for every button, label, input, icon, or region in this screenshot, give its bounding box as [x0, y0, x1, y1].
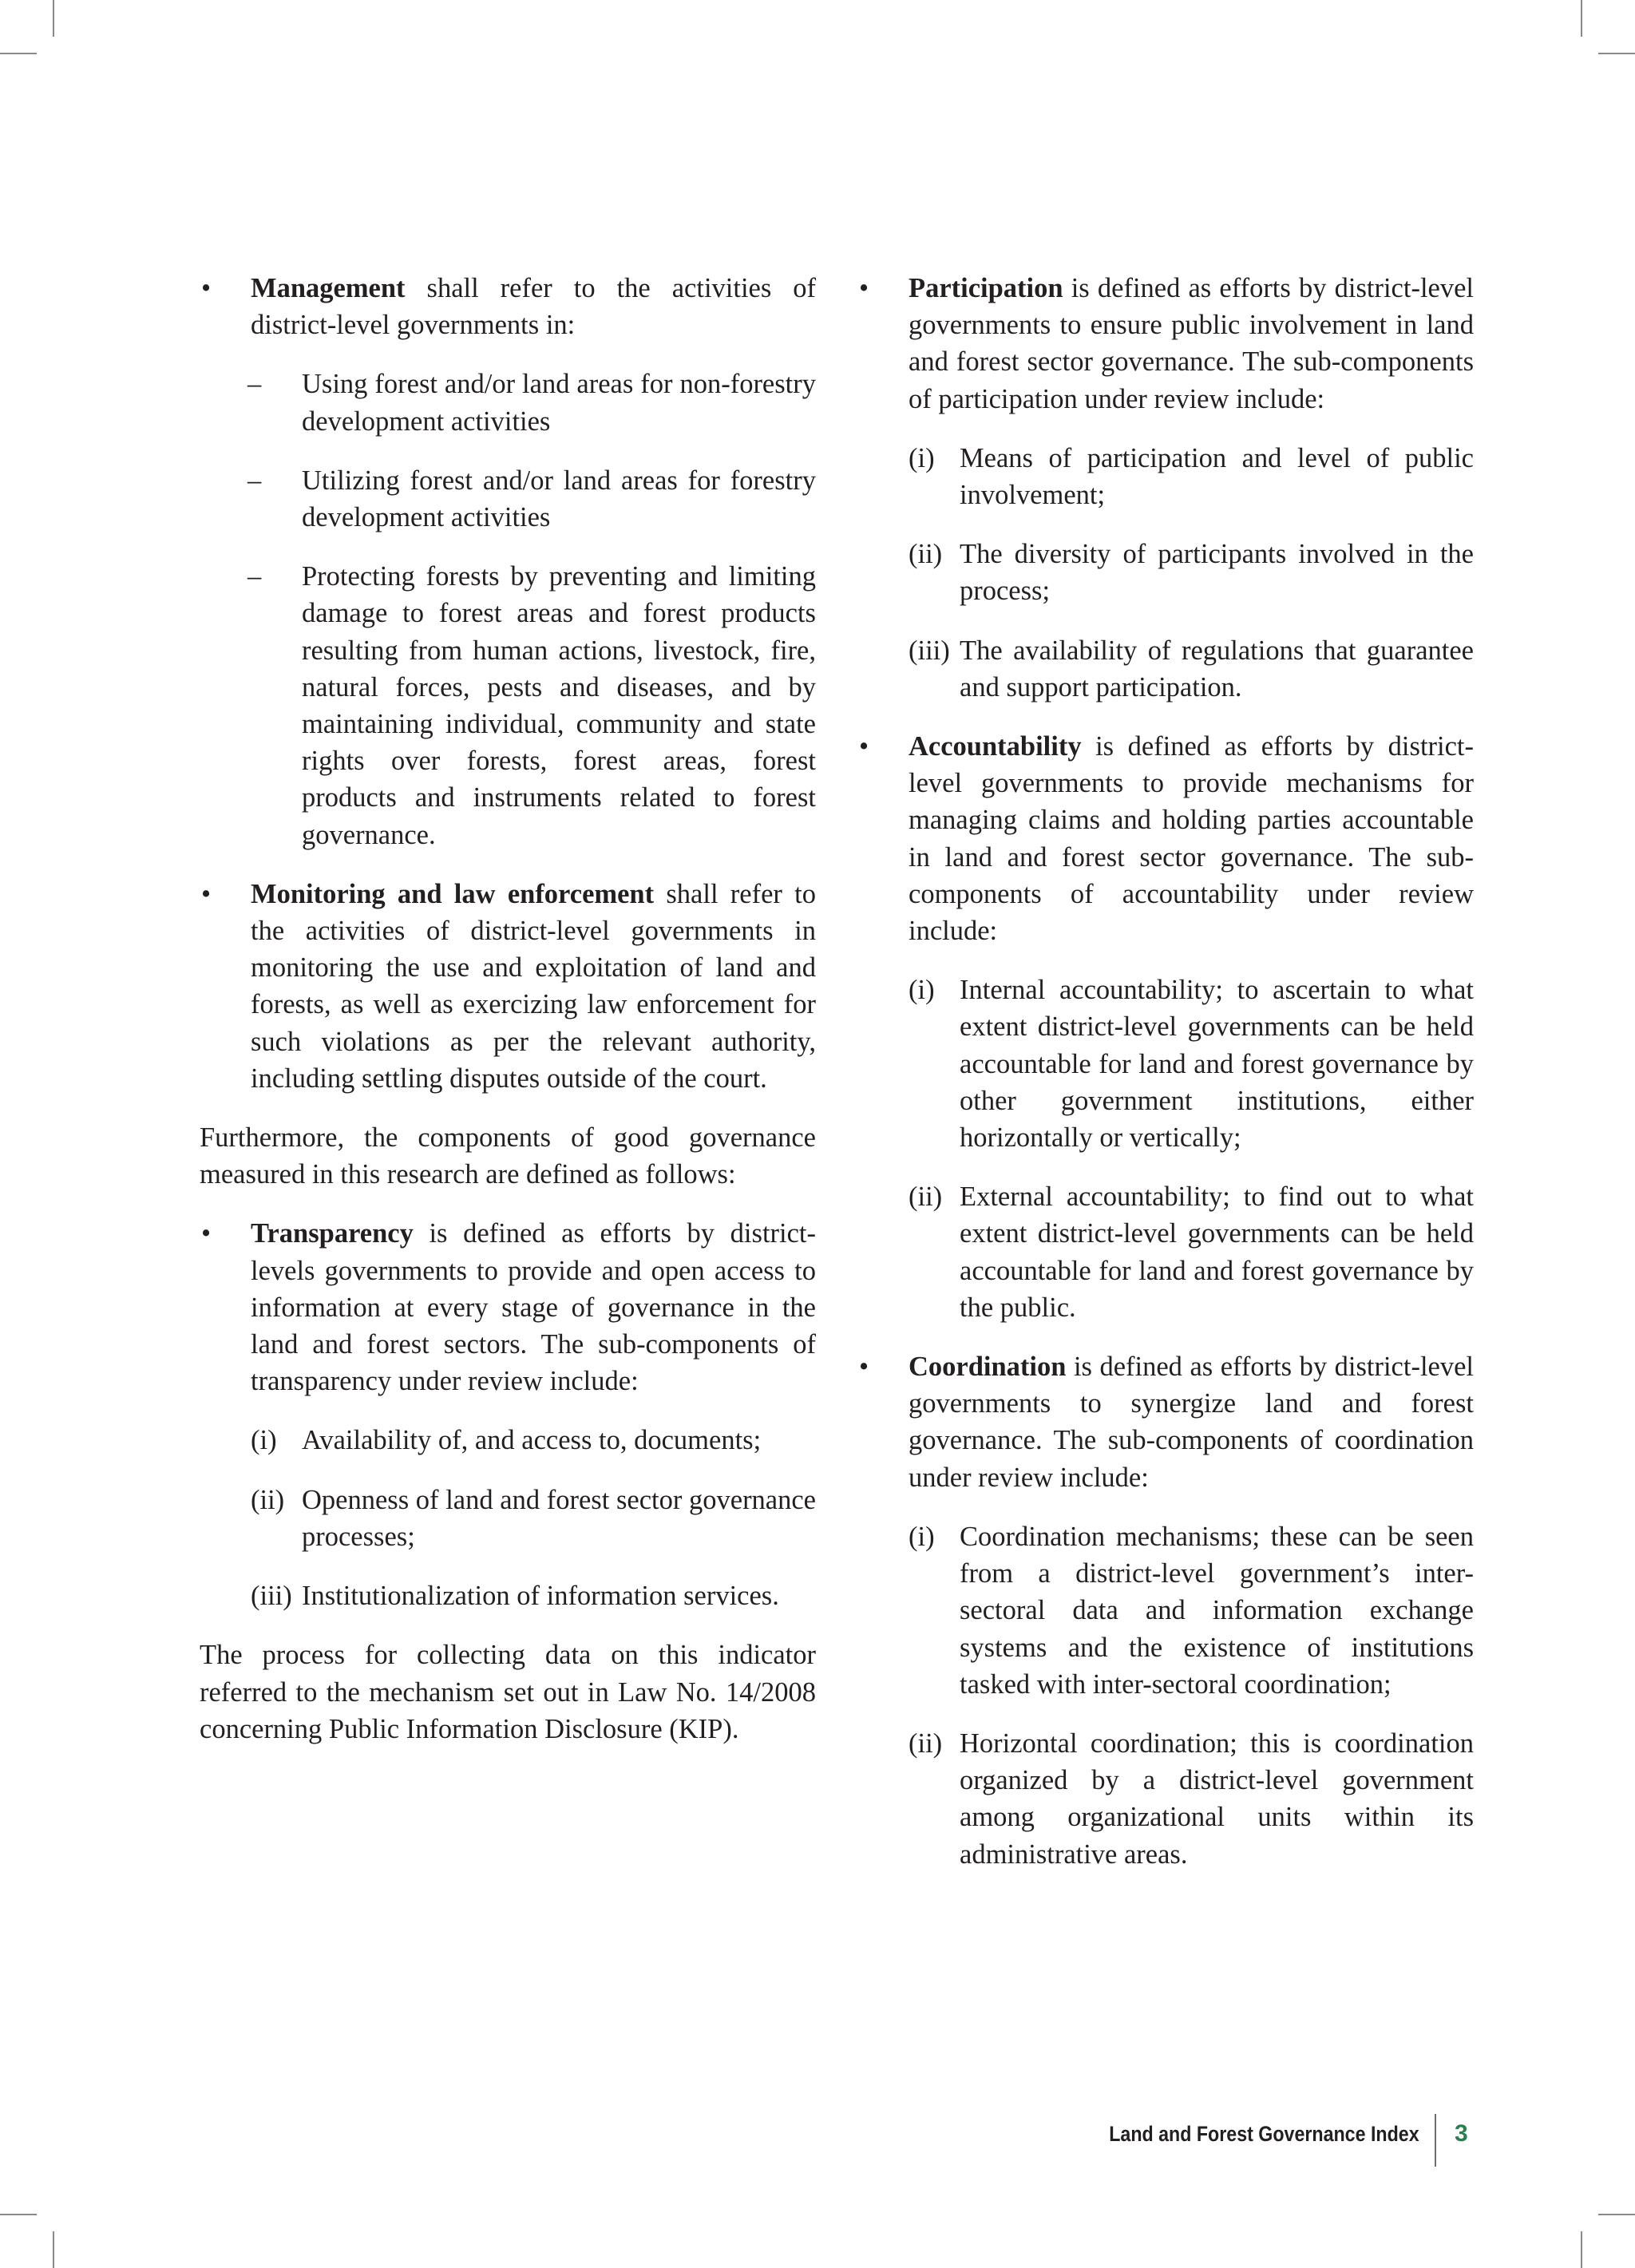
crop-mark	[1598, 53, 1635, 54]
management-term: Management	[251, 273, 406, 303]
coordination-item	[857, 1725, 1474, 1873]
crop-mark	[53, 2231, 54, 2268]
participation-item	[857, 536, 1474, 609]
roman-marker: (i)	[251, 1425, 277, 1456]
accountability-item	[857, 972, 1474, 1156]
crop-mark	[0, 53, 37, 54]
participation-bullet	[857, 270, 1474, 418]
monitoring-bullet	[200, 876, 816, 1097]
roman-marker: (i)	[909, 442, 935, 473]
furthermore-paragraph: Furthermore, the components of good governance measured in this research are defined as follows:	[200, 1122, 816, 1190]
monitoring-text: shall refer to the activities of district-level governments in monitoring the use and exploitation of land and forests, as well as exercizing law enforcement for such violations as per the relevant authority, including settling disputes outside of the court.	[251, 878, 816, 1094]
roman-marker: (iii)	[909, 635, 950, 666]
transparency-item-text: Availability of, and access to, documents;	[302, 1425, 762, 1456]
coordination-text: is defined as efforts by district-level governments to synergize land and forest governance. The sub-components of coordination under review include:	[909, 1352, 1474, 1493]
dash-marker: –	[247, 465, 262, 496]
transparency-item-text: Openness of land and forest sector governance processes;	[302, 1484, 816, 1552]
roman-marker: (i)	[909, 975, 935, 1006]
page-footer	[0, 2114, 1635, 2178]
accountability-item-text: External accountability; to find out to what extent district-level governments can be held accountable for land and forest governance by the public.	[960, 1181, 1474, 1323]
coordination-bullet	[857, 1348, 1474, 1496]
management-item	[200, 462, 816, 536]
monitoring-term: Monitoring and law enforcement	[251, 878, 655, 909]
management-text: shall refer to the activities of district-level governments in:	[251, 273, 816, 341]
roman-marker: (ii)	[251, 1484, 285, 1515]
management-item	[200, 558, 816, 853]
crop-mark	[53, 0, 54, 37]
coordination-term: Coordination	[909, 1352, 1067, 1383]
participation-item	[857, 632, 1474, 706]
transparency-text: is defined as efforts by district-levels governments to provide and open access to information at every stage of governance in the land and forest sectors. The sub-components of transparency under review include:	[251, 1218, 816, 1397]
roman-marker: (ii)	[909, 1181, 943, 1213]
accountability-item	[857, 1178, 1474, 1326]
transparency-item	[200, 1577, 816, 1614]
footer-divider	[1435, 2114, 1436, 2167]
transparency-item	[200, 1422, 816, 1459]
process-paragraph: The process for collecting data on this indicator referred to the mechanism set out in Law No. 14/2008 concerning Public Information Disclosure (KIP).	[200, 1640, 816, 1744]
management-item	[200, 366, 816, 439]
accountability-item-text: Internal accountability; to ascertain to what extent district-level governments can be held accountable for land and forest governance by other government institutions, either horizontally or vertically;	[960, 975, 1474, 1154]
management-item-text: Protecting forests by preventing and limiting damage to forest areas and forest products resulting from human actions, livestock, fire, natural forces, pests and diseases, and by maintaining individual, community and state rights over forests, forest areas, forest products and instruments related to forest governance.	[302, 561, 816, 850]
crop-mark	[1598, 2214, 1635, 2215]
dash-marker: –	[247, 561, 262, 592]
transparency-item-text: Institutionalization of information services.	[302, 1581, 779, 1612]
crop-mark	[1581, 0, 1582, 37]
roman-marker: (ii)	[909, 1728, 943, 1759]
participation-text: is defined as efforts by district-level governments to ensure public involvement in land and forest sector governance. The sub-components of participation under review include:	[909, 273, 1474, 414]
crop-mark	[0, 2214, 37, 2215]
right-column	[857, 270, 1474, 1895]
roman-marker: (i)	[909, 1521, 935, 1552]
management-item-text: Utilizing forest and/or land areas for forestry development activities	[302, 465, 816, 533]
page-number: 3	[1455, 2120, 1468, 2147]
accountability-term: Accountability	[909, 731, 1082, 762]
transparency-term: Transparency	[251, 1218, 414, 1249]
coordination-item-text: Coordination mechanisms; these can be seen from a district-level government’s inter-sectoral data and information exchange systems and the existence of institutions tasked with inter-sectoral coordination;	[960, 1521, 1474, 1700]
participation-item-text: The availability of regulations that guarantee and support participation.	[960, 635, 1474, 703]
transparency-bullet	[200, 1215, 816, 1399]
management-item-text: Using forest and/or land areas for non-forestry development activities	[302, 369, 816, 437]
roman-marker: (iii)	[251, 1581, 292, 1612]
transparency-item	[200, 1482, 816, 1555]
coordination-item-text: Horizontal coordination; this is coordination organized by a district-level government among organizational units within its administrative areas.	[960, 1728, 1474, 1870]
accountability-text: is defined as efforts by district-level governments to provide mechanisms for managing claims and holding parties accountable in land and forest sector governance. The sub-components of accountability under review include:	[909, 731, 1474, 947]
participation-item-text: The diversity of participants involved in the process;	[960, 539, 1474, 607]
crop-mark	[1581, 2231, 1582, 2268]
dash-marker: –	[247, 369, 262, 400]
management-bullet	[200, 270, 816, 343]
participation-item-text: Means of participation and level of public involvement;	[960, 442, 1474, 511]
participation-item	[857, 440, 1474, 513]
coordination-item	[857, 1518, 1474, 1703]
footer-title: Land and Forest Governance Index	[1109, 2122, 1419, 2146]
accountability-bullet	[857, 728, 1474, 949]
participation-term: Participation	[909, 273, 1063, 303]
left-column	[200, 270, 816, 1770]
roman-marker: (ii)	[909, 539, 943, 570]
